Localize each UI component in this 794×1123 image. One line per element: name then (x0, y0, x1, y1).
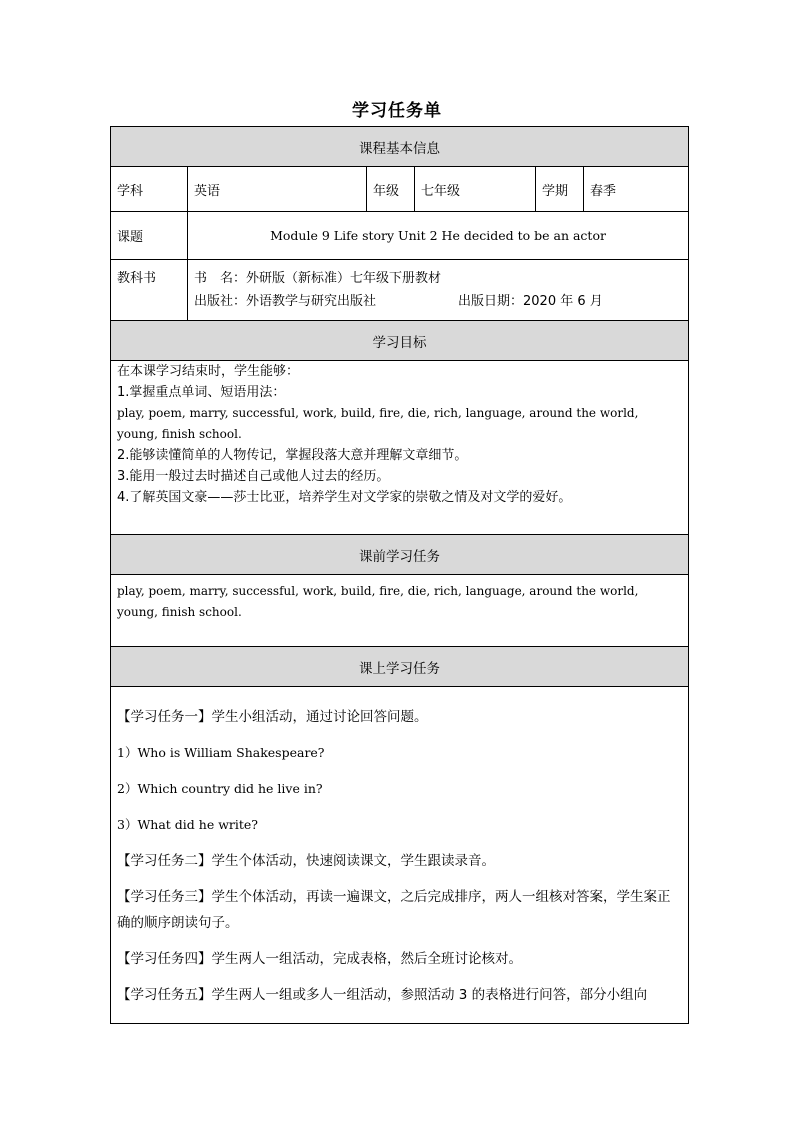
pre-class-content (111, 575, 689, 647)
objectives-intro: 在本课学习结束时，学生能够： (117, 364, 300, 379)
topic-label: 课题 (111, 212, 188, 260)
book-publisher-row (194, 290, 682, 313)
term-value: 春季 (584, 167, 689, 212)
task-3: 【学习任务三】学生个体活动，再读一遍课文，之后完成排序，两人一组核对答案，学生案正确的顺序朗读句子。 (117, 889, 671, 931)
page-title: 学习任务单 (352, 101, 442, 121)
objectives-content (111, 361, 689, 535)
task-sheet-table (110, 126, 689, 1024)
section-in-class: 课上学习任务 (111, 647, 689, 687)
subject-value: 英语 (188, 167, 367, 212)
objective-4: 4.了解英国文豪——莎士比亚，培养学生对文学家的崇敬之情及对文学的爱好。 (117, 490, 572, 505)
objective-1: 1.掌握重点单词、短语用法： (117, 385, 286, 400)
objective-3: 3.能用一般过去时描述自己或他人过去的经历。 (117, 469, 390, 484)
subject-label: 学科 (111, 167, 188, 212)
task-1: 【学习任务一】学生小组活动，通过讨论回答问题。 (117, 709, 428, 725)
grade-value: 七年级 (415, 167, 536, 212)
task-5: 【学习任务五】学生两人一组或多人一组活动，参照活动 3 的表格进行问答，部分小组向 (117, 987, 648, 1003)
objective-2: 2.能够读懂简单的人物传记，掌握段落大意并理解文章细节。 (117, 448, 468, 463)
grade-label: 年级 (367, 167, 415, 212)
task-4: 【学习任务四】学生两人一组活动，完成表格，然后全班讨论核对。 (117, 951, 522, 967)
book-name: 书 名：外研版（新标准）七年级下册教材 (194, 271, 442, 286)
in-class-content (111, 687, 689, 1024)
pre-class-task: play, poem, marry, successful, work, build, fire, die, rich, language, around the world, young, finish school. (117, 584, 639, 619)
section-objectives: 学习目标 (111, 321, 689, 361)
question-1: 1）Who is William Shakespeare? (117, 745, 325, 760)
section-basic-info: 课程基本信息 (111, 127, 689, 167)
objective-words: play, poem, marry, successful, work, build, fire, die, rich, language, around the world, young, finish school. (117, 406, 639, 441)
task-2: 【学习任务二】学生个体活动，快速阅读课文，学生跟读录音。 (117, 853, 495, 869)
question-3: 3）What did he write? (117, 817, 258, 832)
book-publisher: 出版社：外语教学与研究出版社 (194, 294, 377, 309)
section-pre-class: 课前学习任务 (111, 535, 689, 575)
textbook-label: 教科书 (111, 260, 188, 321)
textbook-info (188, 260, 689, 321)
book-pub-date: 出版日期：2020 年 6 月 (458, 294, 603, 309)
topic-value: Module 9 Life story Unit 2 He decided to be an actor (188, 212, 689, 260)
term-label: 学期 (536, 167, 584, 212)
question-2: 2）Which country did he live in? (117, 781, 323, 796)
